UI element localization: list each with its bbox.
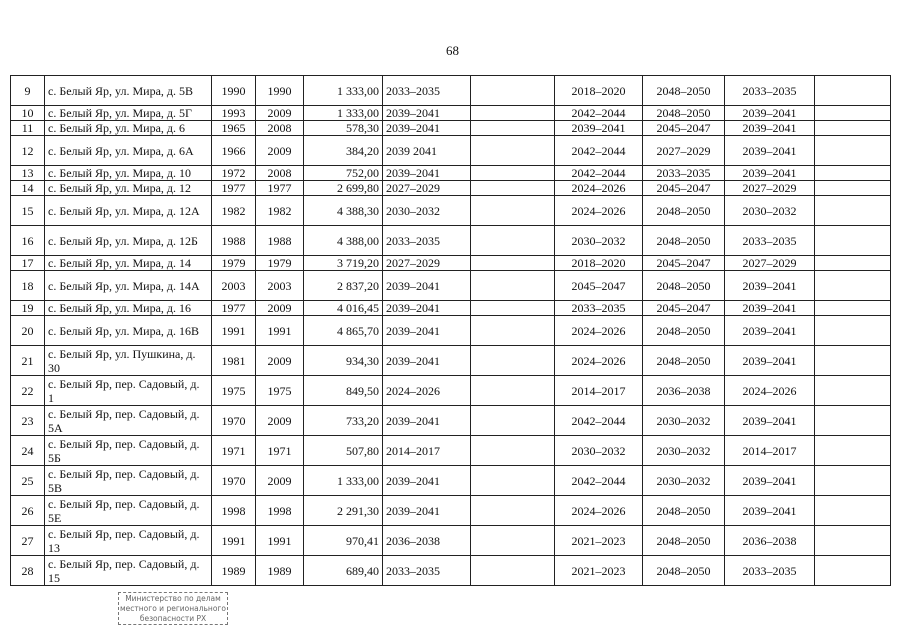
row-number-cell: 27 — [11, 526, 45, 556]
year-built-cell: 1975 — [212, 376, 256, 406]
year-overhaul-cell: 2008 — [256, 121, 304, 136]
table-row — [11, 436, 891, 466]
period-cell: 2039–2041 — [383, 406, 471, 436]
period-cell: 2039–2041 — [725, 406, 815, 436]
year-built-cell: 1982 — [212, 196, 256, 226]
table-row — [11, 166, 891, 181]
year-built-cell: 1998 — [212, 496, 256, 526]
period-cell: 2042–2044 — [555, 466, 643, 496]
empty-cell — [471, 166, 555, 181]
period-cell: 2039–2041 — [725, 496, 815, 526]
year-overhaul-cell: 2009 — [256, 346, 304, 376]
area-cell: 3 719,20 — [304, 256, 383, 271]
year-built-cell: 1993 — [212, 106, 256, 121]
year-built-cell: 1966 — [212, 136, 256, 166]
year-built-cell: 1965 — [212, 121, 256, 136]
period-cell: 2039–2041 — [725, 136, 815, 166]
period-cell: 2048–2050 — [643, 496, 725, 526]
empty-cell — [815, 436, 891, 466]
address-cell: с. Белый Яр, пер. Садовый, д. 5А — [45, 406, 212, 436]
row-number-cell: 14 — [11, 181, 45, 196]
row-number-cell: 12 — [11, 136, 45, 166]
area-cell: 849,50 — [304, 376, 383, 406]
table-row — [11, 271, 891, 301]
row-number-cell: 9 — [11, 76, 45, 106]
period-cell: 2027–2029 — [643, 136, 725, 166]
address-cell: с. Белый Яр, ул. Мира, д. 14А — [45, 271, 212, 301]
area-cell: 1 333,00 — [304, 106, 383, 121]
table-row — [11, 316, 891, 346]
year-built-cell: 1970 — [212, 466, 256, 496]
table-row — [11, 196, 891, 226]
area-cell: 4 016,45 — [304, 301, 383, 316]
empty-cell — [471, 496, 555, 526]
stamp-line: Министерство по делам — [125, 594, 221, 603]
year-overhaul-cell: 2009 — [256, 466, 304, 496]
period-cell: 2036–2038 — [725, 526, 815, 556]
period-cell: 2021–2023 — [555, 556, 643, 586]
period-cell: 2030–2032 — [555, 436, 643, 466]
period-cell: 2024–2026 — [555, 196, 643, 226]
row-number-cell: 19 — [11, 301, 45, 316]
year-built-cell: 1977 — [212, 181, 256, 196]
empty-cell — [815, 271, 891, 301]
year-overhaul-cell: 1989 — [256, 556, 304, 586]
empty-cell — [471, 556, 555, 586]
empty-cell — [471, 406, 555, 436]
period-cell: 2027–2029 — [383, 181, 471, 196]
empty-cell — [815, 526, 891, 556]
period-cell: 2048–2050 — [643, 526, 725, 556]
table-row — [11, 181, 891, 196]
year-built-cell: 1972 — [212, 166, 256, 181]
period-cell: 2048–2050 — [643, 271, 725, 301]
row-number-cell: 18 — [11, 271, 45, 301]
period-cell: 2039–2041 — [725, 271, 815, 301]
year-overhaul-cell: 1977 — [256, 181, 304, 196]
table-row — [11, 136, 891, 166]
empty-cell — [471, 301, 555, 316]
period-cell: 2045–2047 — [643, 301, 725, 316]
period-cell: 2039 2041 — [383, 136, 471, 166]
address-cell: с. Белый Яр, пер. Садовый, д. 5Е — [45, 496, 212, 526]
empty-cell — [471, 76, 555, 106]
area-cell: 4 388,00 — [304, 226, 383, 256]
area-cell: 2 837,20 — [304, 271, 383, 301]
year-built-cell: 1981 — [212, 346, 256, 376]
address-cell: с. Белый Яр, ул. Мира, д. 6 — [45, 121, 212, 136]
empty-cell — [815, 316, 891, 346]
period-cell: 2042–2044 — [555, 136, 643, 166]
table-row — [11, 406, 891, 436]
year-overhaul-cell: 1991 — [256, 526, 304, 556]
year-overhaul-cell: 2009 — [256, 106, 304, 121]
period-cell: 2039–2041 — [383, 121, 471, 136]
address-cell: с. Белый Яр, ул. Мира, д. 14 — [45, 256, 212, 271]
row-number-cell: 26 — [11, 496, 45, 526]
period-cell: 2048–2050 — [643, 106, 725, 121]
year-overhaul-cell: 1990 — [256, 76, 304, 106]
area-cell: 4 388,30 — [304, 196, 383, 226]
table-row — [11, 346, 891, 376]
period-cell: 2039–2041 — [725, 121, 815, 136]
area-cell: 578,30 — [304, 121, 383, 136]
table-row — [11, 76, 891, 106]
period-cell: 2033–2035 — [383, 556, 471, 586]
empty-cell — [815, 121, 891, 136]
period-cell: 2014–2017 — [383, 436, 471, 466]
period-cell: 2036–2038 — [383, 526, 471, 556]
empty-cell — [815, 106, 891, 121]
table-row — [11, 256, 891, 271]
empty-cell — [471, 181, 555, 196]
year-overhaul-cell: 2008 — [256, 166, 304, 181]
table-row — [11, 106, 891, 121]
period-cell: 2039–2041 — [383, 271, 471, 301]
period-cell: 2030–2032 — [725, 196, 815, 226]
table-row — [11, 226, 891, 256]
ministry-stamp — [118, 592, 228, 625]
period-cell: 2048–2050 — [643, 226, 725, 256]
period-cell: 2033–2035 — [643, 166, 725, 181]
row-number-cell: 25 — [11, 466, 45, 496]
period-cell: 2033–2035 — [725, 76, 815, 106]
period-cell: 2048–2050 — [643, 556, 725, 586]
row-number-cell: 23 — [11, 406, 45, 436]
period-cell: 2039–2041 — [383, 166, 471, 181]
address-cell: с. Белый Яр, ул. Пушкина, д. 30 — [45, 346, 212, 376]
empty-cell — [815, 556, 891, 586]
empty-cell — [815, 256, 891, 271]
table-row — [11, 466, 891, 496]
year-overhaul-cell: 2009 — [256, 136, 304, 166]
period-cell: 2039–2041 — [383, 106, 471, 121]
year-overhaul-cell: 2009 — [256, 301, 304, 316]
address-cell: с. Белый Яр, пер. Садовый, д. 5В — [45, 466, 212, 496]
area-cell: 970,41 — [304, 526, 383, 556]
address-cell: с. Белый Яр, пер. Садовый, д. 13 — [45, 526, 212, 556]
period-cell: 2014–2017 — [725, 436, 815, 466]
period-cell: 2045–2047 — [643, 256, 725, 271]
period-cell: 2048–2050 — [643, 76, 725, 106]
row-number-cell: 22 — [11, 376, 45, 406]
table-row — [11, 121, 891, 136]
period-cell: 2042–2044 — [555, 106, 643, 121]
period-cell: 2039–2041 — [725, 106, 815, 121]
period-cell: 2024–2026 — [555, 496, 643, 526]
address-cell: с. Белый Яр, пер. Садовый, д. 5Б — [45, 436, 212, 466]
period-cell: 2033–2035 — [383, 226, 471, 256]
period-cell: 2021–2023 — [555, 526, 643, 556]
empty-cell — [471, 436, 555, 466]
period-cell: 2042–2044 — [555, 166, 643, 181]
period-cell: 2024–2026 — [555, 181, 643, 196]
period-cell: 2033–2035 — [555, 301, 643, 316]
empty-cell — [471, 121, 555, 136]
year-overhaul-cell: 2003 — [256, 271, 304, 301]
address-cell: с. Белый Яр, ул. Мира, д. 5В — [45, 76, 212, 106]
period-cell: 2039–2041 — [555, 121, 643, 136]
housing-overhaul-table — [10, 75, 891, 586]
year-overhaul-cell: 1988 — [256, 226, 304, 256]
year-overhaul-cell: 1998 — [256, 496, 304, 526]
page-number: 68 — [446, 43, 459, 58]
year-overhaul-cell: 1971 — [256, 436, 304, 466]
address-cell: с. Белый Яр, ул. Мира, д. 5Г — [45, 106, 212, 121]
year-built-cell: 1988 — [212, 226, 256, 256]
empty-cell — [471, 226, 555, 256]
period-cell: 2039–2041 — [725, 466, 815, 496]
period-cell: 2045–2047 — [555, 271, 643, 301]
empty-cell — [471, 136, 555, 166]
period-cell: 2033–2035 — [383, 76, 471, 106]
row-number-cell: 20 — [11, 316, 45, 346]
empty-cell — [815, 196, 891, 226]
year-overhaul-cell: 2009 — [256, 406, 304, 436]
empty-cell — [815, 301, 891, 316]
year-built-cell: 1979 — [212, 256, 256, 271]
period-cell: 2027–2029 — [725, 181, 815, 196]
empty-cell — [815, 136, 891, 166]
period-cell: 2039–2041 — [383, 346, 471, 376]
period-cell: 2039–2041 — [725, 301, 815, 316]
empty-cell — [815, 76, 891, 106]
empty-cell — [471, 316, 555, 346]
area-cell: 2 699,80 — [304, 181, 383, 196]
year-overhaul-cell: 1979 — [256, 256, 304, 271]
period-cell: 2039–2041 — [383, 496, 471, 526]
empty-cell — [815, 496, 891, 526]
empty-cell — [815, 466, 891, 496]
address-cell: с. Белый Яр, ул. Мира, д. 10 — [45, 166, 212, 181]
period-cell: 2018–2020 — [555, 256, 643, 271]
address-cell: с. Белый Яр, ул. Мира, д. 16 — [45, 301, 212, 316]
row-number-cell: 21 — [11, 346, 45, 376]
year-overhaul-cell: 1975 — [256, 376, 304, 406]
empty-cell — [815, 181, 891, 196]
row-number-cell: 10 — [11, 106, 45, 121]
row-number-cell: 11 — [11, 121, 45, 136]
period-cell: 2030–2032 — [643, 466, 725, 496]
period-cell: 2014–2017 — [555, 376, 643, 406]
year-built-cell: 1977 — [212, 301, 256, 316]
empty-cell — [471, 526, 555, 556]
row-number-cell: 13 — [11, 166, 45, 181]
period-cell: 2045–2047 — [643, 121, 725, 136]
period-cell: 2027–2029 — [383, 256, 471, 271]
period-cell: 2018–2020 — [555, 76, 643, 106]
period-cell: 2033–2035 — [725, 226, 815, 256]
empty-cell — [471, 196, 555, 226]
address-cell: с. Белый Яр, ул. Мира, д. 16В — [45, 316, 212, 346]
year-built-cell: 2003 — [212, 271, 256, 301]
table-row — [11, 496, 891, 526]
empty-cell — [815, 226, 891, 256]
period-cell: 2024–2026 — [725, 376, 815, 406]
period-cell: 2030–2032 — [643, 436, 725, 466]
period-cell: 2045–2047 — [643, 181, 725, 196]
row-number-cell: 16 — [11, 226, 45, 256]
row-number-cell: 15 — [11, 196, 45, 226]
table-row — [11, 301, 891, 316]
empty-cell — [471, 256, 555, 271]
period-cell: 2024–2026 — [555, 316, 643, 346]
area-cell: 752,00 — [304, 166, 383, 181]
empty-cell — [815, 346, 891, 376]
year-built-cell: 1971 — [212, 436, 256, 466]
period-cell: 2024–2026 — [383, 376, 471, 406]
area-cell: 1 333,00 — [304, 76, 383, 106]
address-cell: с. Белый Яр, пер. Садовый, д. 1 — [45, 376, 212, 406]
period-cell: 2039–2041 — [725, 166, 815, 181]
period-cell: 2048–2050 — [643, 196, 725, 226]
table-row — [11, 556, 891, 586]
area-cell: 733,20 — [304, 406, 383, 436]
address-cell: с. Белый Яр, ул. Мира, д. 12 — [45, 181, 212, 196]
year-built-cell: 1991 — [212, 526, 256, 556]
empty-cell — [815, 376, 891, 406]
row-number-cell: 28 — [11, 556, 45, 586]
period-cell: 2039–2041 — [725, 316, 815, 346]
period-cell: 2033–2035 — [725, 556, 815, 586]
row-number-cell: 24 — [11, 436, 45, 466]
year-built-cell: 1990 — [212, 76, 256, 106]
empty-cell — [815, 166, 891, 181]
period-cell: 2027–2029 — [725, 256, 815, 271]
period-cell: 2030–2032 — [383, 196, 471, 226]
table-row — [11, 526, 891, 556]
area-cell: 689,40 — [304, 556, 383, 586]
period-cell: 2030–2032 — [555, 226, 643, 256]
empty-cell — [471, 346, 555, 376]
empty-cell — [471, 376, 555, 406]
address-cell: с. Белый Яр, ул. Мира, д. 6А — [45, 136, 212, 166]
period-cell: 2030–2032 — [643, 406, 725, 436]
period-cell: 2042–2044 — [555, 406, 643, 436]
period-cell: 2048–2050 — [643, 346, 725, 376]
year-built-cell: 1991 — [212, 316, 256, 346]
period-cell: 2036–2038 — [643, 376, 725, 406]
period-cell: 2039–2041 — [383, 316, 471, 346]
stamp-line: местного и регионального — [120, 604, 226, 613]
stamp-line: безопасности РХ — [139, 614, 207, 623]
year-overhaul-cell: 1982 — [256, 196, 304, 226]
period-cell: 2024–2026 — [555, 346, 643, 376]
area-cell: 384,20 — [304, 136, 383, 166]
empty-cell — [815, 406, 891, 436]
empty-cell — [471, 106, 555, 121]
table-row — [11, 376, 891, 406]
period-cell: 2039–2041 — [725, 346, 815, 376]
area-cell: 1 333,00 — [304, 466, 383, 496]
address-cell: с. Белый Яр, пер. Садовый, д. 15 — [45, 556, 212, 586]
address-cell: с. Белый Яр, ул. Мира, д. 12А — [45, 196, 212, 226]
row-number-cell: 17 — [11, 256, 45, 271]
year-overhaul-cell: 1991 — [256, 316, 304, 346]
area-cell: 507,80 — [304, 436, 383, 466]
period-cell: 2039–2041 — [383, 301, 471, 316]
area-cell: 934,30 — [304, 346, 383, 376]
address-cell: с. Белый Яр, ул. Мира, д. 12Б — [45, 226, 212, 256]
area-cell: 4 865,70 — [304, 316, 383, 346]
period-cell: 2048–2050 — [643, 316, 725, 346]
year-built-cell: 1970 — [212, 406, 256, 436]
period-cell: 2039–2041 — [383, 466, 471, 496]
area-cell: 2 291,30 — [304, 496, 383, 526]
year-built-cell: 1989 — [212, 556, 256, 586]
empty-cell — [471, 271, 555, 301]
empty-cell — [471, 466, 555, 496]
